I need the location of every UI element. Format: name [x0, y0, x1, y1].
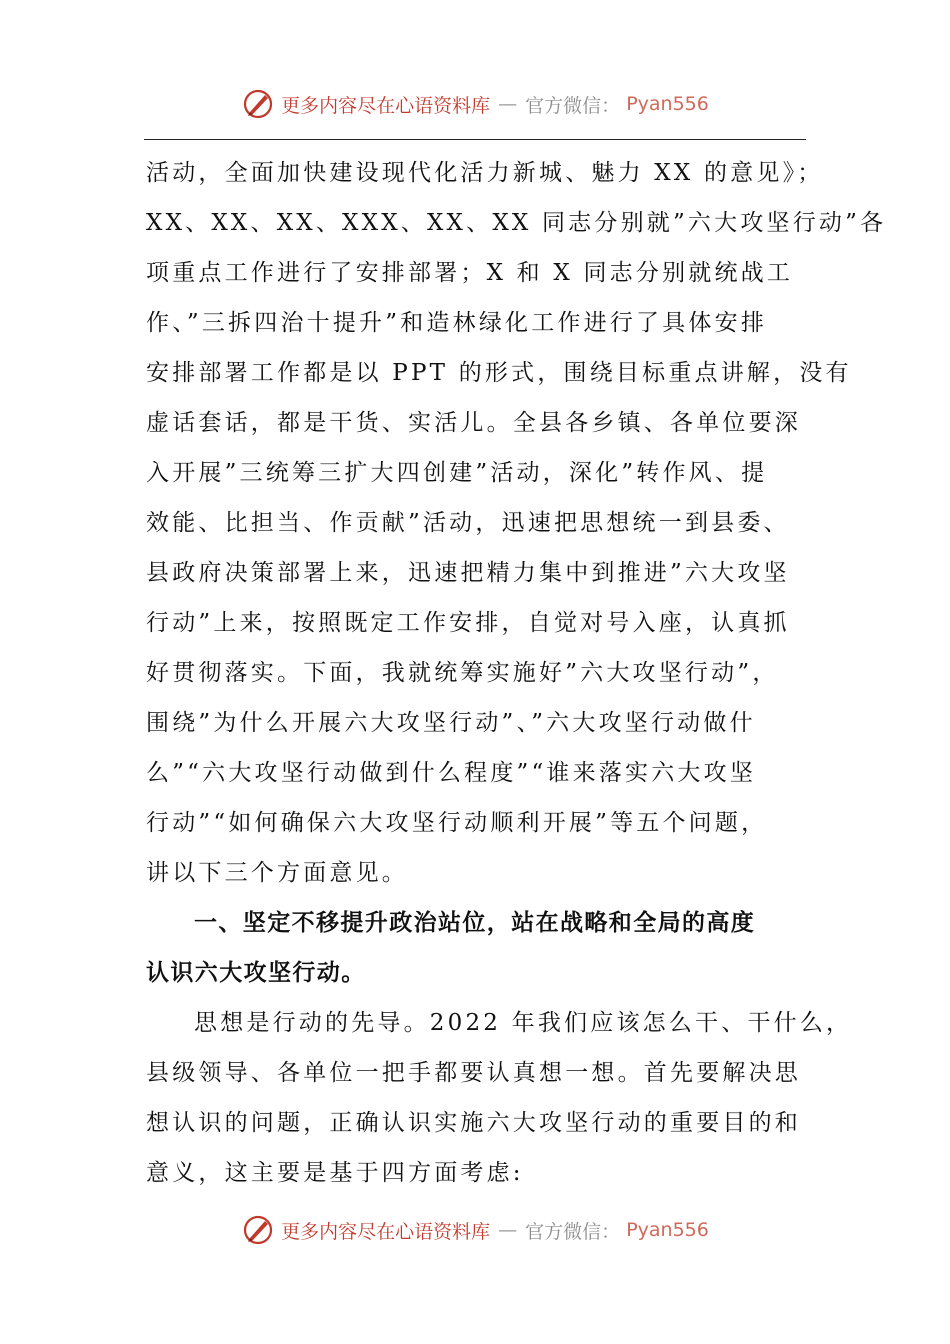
paragraph-line: 思想是行动的先导。2022 年我们应该怎么干、干什么，: [194, 1010, 853, 1036]
paragraph-line: 么”“六大攻坚行动做到什么程度”“谁来落实六大攻坚: [146, 760, 757, 786]
paragraph-line: 安排部署工作都是以 PPT 的形式，围绕目标重点讲解，没有: [146, 360, 852, 386]
section-heading-line: 一、坚定不移提升政治站位，站在战略和全局的高度: [194, 910, 756, 936]
paragraph-line: 行动”上来，按照既定工作安排，自觉对号入座，认真抓: [146, 610, 790, 636]
paragraph-line: 县级领导、各单位一把手都要认真想一想。首先要解决思: [146, 1060, 801, 1086]
paragraph-line: 入开展”三统筹三扩大四创建”活动，深化”转作风、提: [146, 460, 768, 486]
paragraph-line: 想认识的问题，正确认识实施六大攻坚行动的重要目的和: [146, 1110, 801, 1136]
quill-logo-icon: [241, 1213, 275, 1247]
watermark-dash: —: [498, 1219, 518, 1241]
footer-watermark: [0, 1210, 950, 1250]
watermark-official-label: 官方微信：: [525, 94, 621, 117]
watermark-brand: 更多内容尽在心语资料库: [281, 94, 491, 117]
paragraph-line: 效能、比担当、作贡献”活动，迅速把思想统一到县委、: [146, 510, 790, 536]
watermark-dash: —: [498, 93, 518, 115]
watermark-brand: 更多内容尽在心语资料库: [281, 1220, 491, 1243]
watermark-wechat-id: Pyan556: [626, 1219, 709, 1241]
header-divider: [144, 139, 806, 140]
watermark-wechat-id: Pyan556: [626, 93, 709, 115]
paragraph-line: 意义，这主要是基于四方面考虑:: [146, 1160, 524, 1186]
paragraph-line: XX、XX、XX、XXX、XX、XX 同志分别就”六大攻坚行动”各: [146, 210, 887, 236]
paragraph-line: 作、”三拆四治十提升”和造林绿化工作进行了具体安排: [146, 310, 768, 336]
paragraph-line: 行动”“如何确保六大攻坚行动顺利开展”等五个问题，: [146, 810, 768, 836]
paragraph-line: 县政府决策部署上来，迅速把精力集中到推进”六大攻坚: [146, 560, 790, 586]
quill-logo-icon: [241, 87, 275, 121]
paragraph-line: 讲以下三个方面意见。: [146, 860, 408, 886]
paragraph-line: 虚话套话，都是干货、实活儿。全县各乡镇、各单位要深: [146, 410, 801, 436]
paragraph-line: 围绕”为什么开展六大攻坚行动”、”六大攻坚行动做什: [146, 710, 756, 736]
paragraph-line: 项重点工作进行了安排部署；X 和 X 同志分别就统战工: [146, 260, 794, 286]
paragraph-line: 好贯彻落实。下面，我就统筹实施好”六大攻坚行动”，: [146, 660, 779, 686]
header-watermark: [0, 84, 950, 124]
section-heading-line: 认识六大攻坚行动。: [146, 960, 366, 986]
watermark-official-label: 官方微信：: [525, 1220, 621, 1243]
paragraph-line: 活动，全面加快建设现代化活力新城、魅力 XX 的意见》；: [146, 160, 824, 186]
document-body: [146, 148, 887, 1198]
